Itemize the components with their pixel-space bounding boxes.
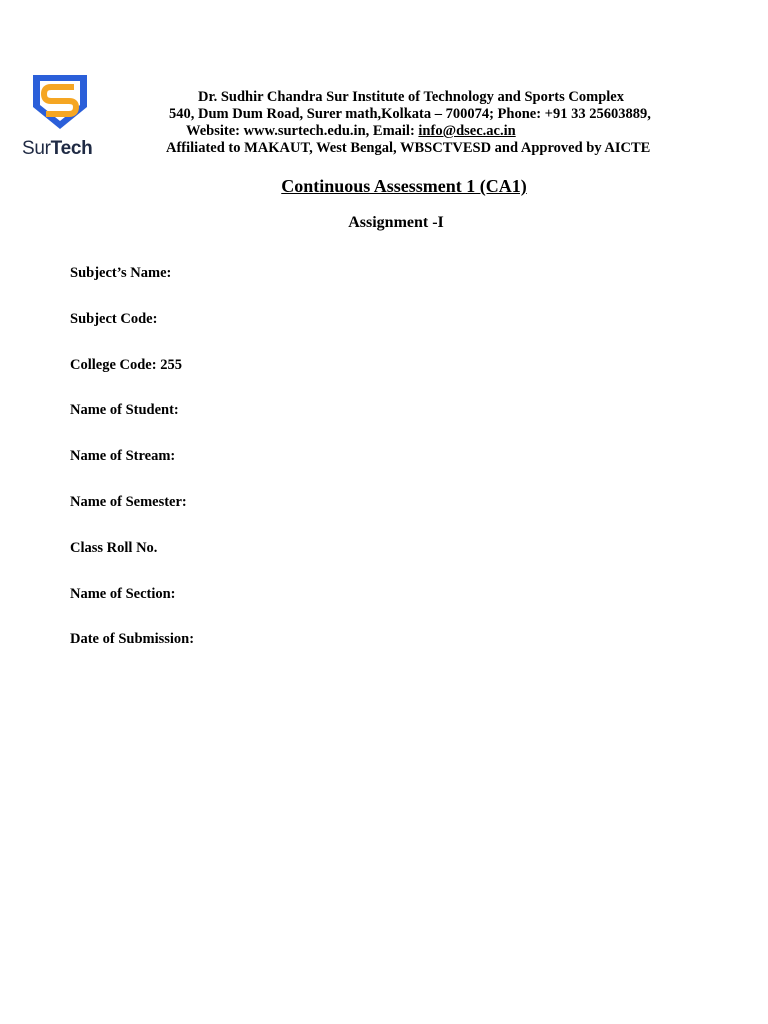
field-college-code: College Code: 255	[70, 356, 182, 373]
institute-address: 540, Dum Dum Road, Surer math,Kolkata – 700074; Phone: +91 33 25603889,	[169, 106, 651, 122]
logo-wordmark-sur: Sur	[22, 138, 51, 159]
logo-wordmark-tech: Tech	[50, 138, 93, 159]
page-subtitle: Assignment -I	[348, 214, 444, 231]
institute-header	[150, 89, 710, 157]
field-stream: Name of Stream:	[70, 448, 176, 465]
email-link[interactable]: info@dsec.ac.in	[418, 123, 516, 139]
field-submission-date: Date of Submission:	[70, 631, 195, 648]
logo-wordmark	[22, 138, 92, 160]
institute-affiliation: Affiliated to MAKAUT, West Bengal, WBSCTVESD and Approved by AICTE	[166, 140, 651, 156]
field-subject-name: Subject’s Name:	[70, 265, 172, 281]
field-subject-code: Subject Code:	[70, 310, 158, 327]
shield-icon	[30, 72, 90, 132]
student-details-form	[70, 265, 194, 677]
page-title: Continuous Assessment 1 (CA1)	[281, 176, 527, 196]
surtech-logo	[20, 72, 104, 162]
field-semester: Name of Semester:	[70, 493, 187, 510]
institute-name: Dr. Sudhir Chandra Sur Institute of Technology and Sports Complex	[198, 89, 624, 105]
institute-contact	[150, 123, 710, 140]
field-student-name: Name of Student:	[70, 402, 179, 419]
website-text: Website: www.surtech.edu.in, Email:	[186, 123, 419, 139]
field-class-roll: Class Roll No.	[70, 539, 158, 556]
field-section: Name of Section:	[70, 585, 176, 602]
